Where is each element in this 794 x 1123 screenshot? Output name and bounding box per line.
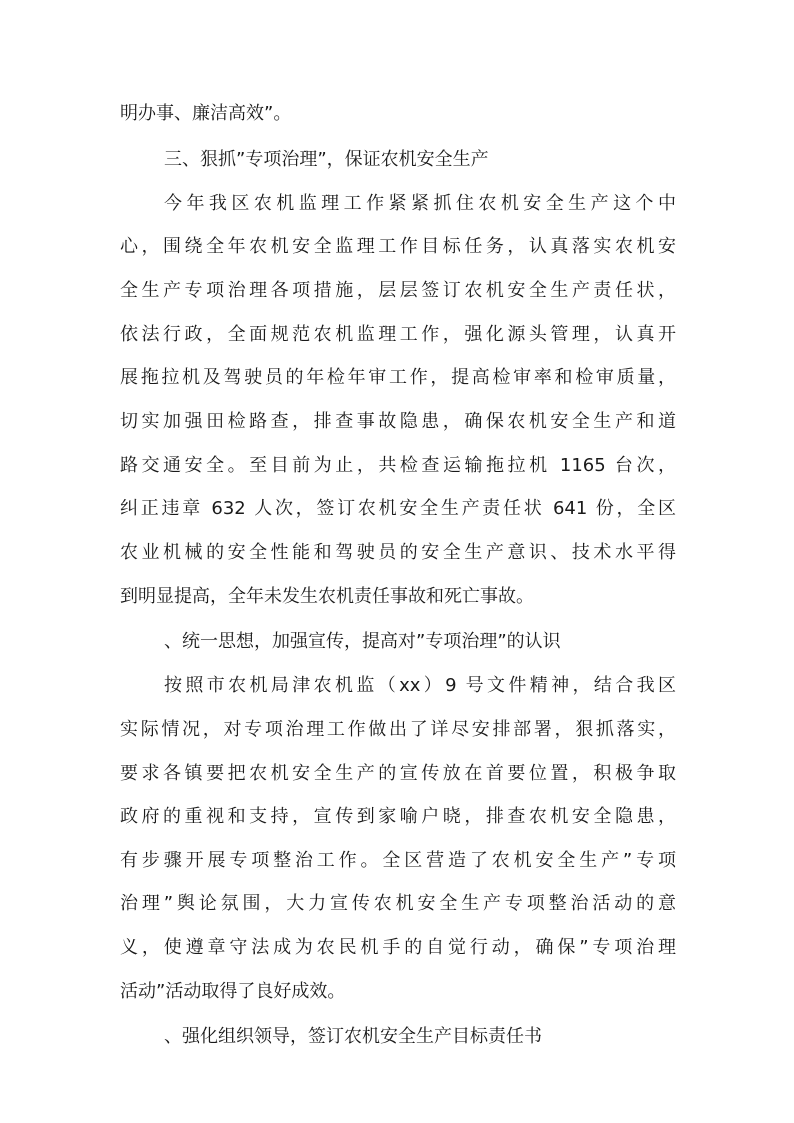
paragraph-line: 政府的重视和支持，宣传到家喻户晓，排查农机安全隐患， bbox=[120, 806, 676, 827]
paragraph-line: 到明显提高，全年未发生农机责任事故和死亡事故。 bbox=[120, 586, 534, 607]
paragraph-line: 切实加强田检路查，排查事故隐患，确保农机安全生产和道 bbox=[120, 411, 676, 432]
paragraph-line: 心，围绕全年农机安全监理工作目标任务，认真落实农机安 bbox=[120, 236, 676, 257]
paragraph-line: 实际情况，对专项治理工作做出了详尽安排部署，狠抓落实， bbox=[120, 719, 676, 740]
paragraph-line: 按照市农机局津农机监（xx）9 号文件精神，结合我区 bbox=[164, 675, 676, 696]
subsection-heading: 、统一思想，加强宣传，提高对”专项治理”的认识 bbox=[164, 631, 561, 652]
paragraph-line: 今年我区农机监理工作紧紧抓住农机安全生产这个中 bbox=[164, 193, 676, 214]
paragraph-line: 义，使遵章守法成为农民机手的自觉行动，确保”专项治理 bbox=[120, 937, 676, 958]
paragraph-line: 路交通安全。至目前为止，共检查运输拖拉机 1165 台次， bbox=[120, 455, 676, 476]
paragraph-line: 依法行政，全面规范农机监理工作，强化源头管理，认真开 bbox=[120, 324, 676, 345]
paragraph-line: 全生产专项治理各项措施，层层签订农机安全生产责任状， bbox=[120, 280, 676, 301]
paragraph-line: 农业机械的安全性能和驾驶员的安全生产意识、技术水平得 bbox=[120, 542, 676, 563]
paragraph-line: 活动”活动取得了良好成效。 bbox=[120, 981, 346, 1002]
paragraph-line: 展拖拉机及驾驶员的年检年审工作，提高检审率和检审质量， bbox=[120, 367, 676, 388]
section-heading: 三、狠抓”专项治理”，保证农机安全生产 bbox=[164, 149, 489, 170]
paragraph-line: 治理”舆论氛围，大力宣传农机安全生产专项整治活动的意 bbox=[120, 893, 676, 914]
paragraph-line: 要求各镇要把农机安全生产的宣传放在首要位置，积极争取 bbox=[120, 763, 676, 784]
subsection-heading: 、强化组织领导，签订农机安全生产目标责任书 bbox=[164, 1026, 542, 1047]
paragraph-line: 有步骤开展专项整治工作。全区营造了农机安全生产”专项 bbox=[120, 850, 676, 871]
paragraph-line: 明办事、廉洁高效”。 bbox=[120, 103, 292, 124]
paragraph-line: 纠正违章 632 人次，签订农机安全生产责任状 641 份，全区 bbox=[120, 498, 676, 519]
